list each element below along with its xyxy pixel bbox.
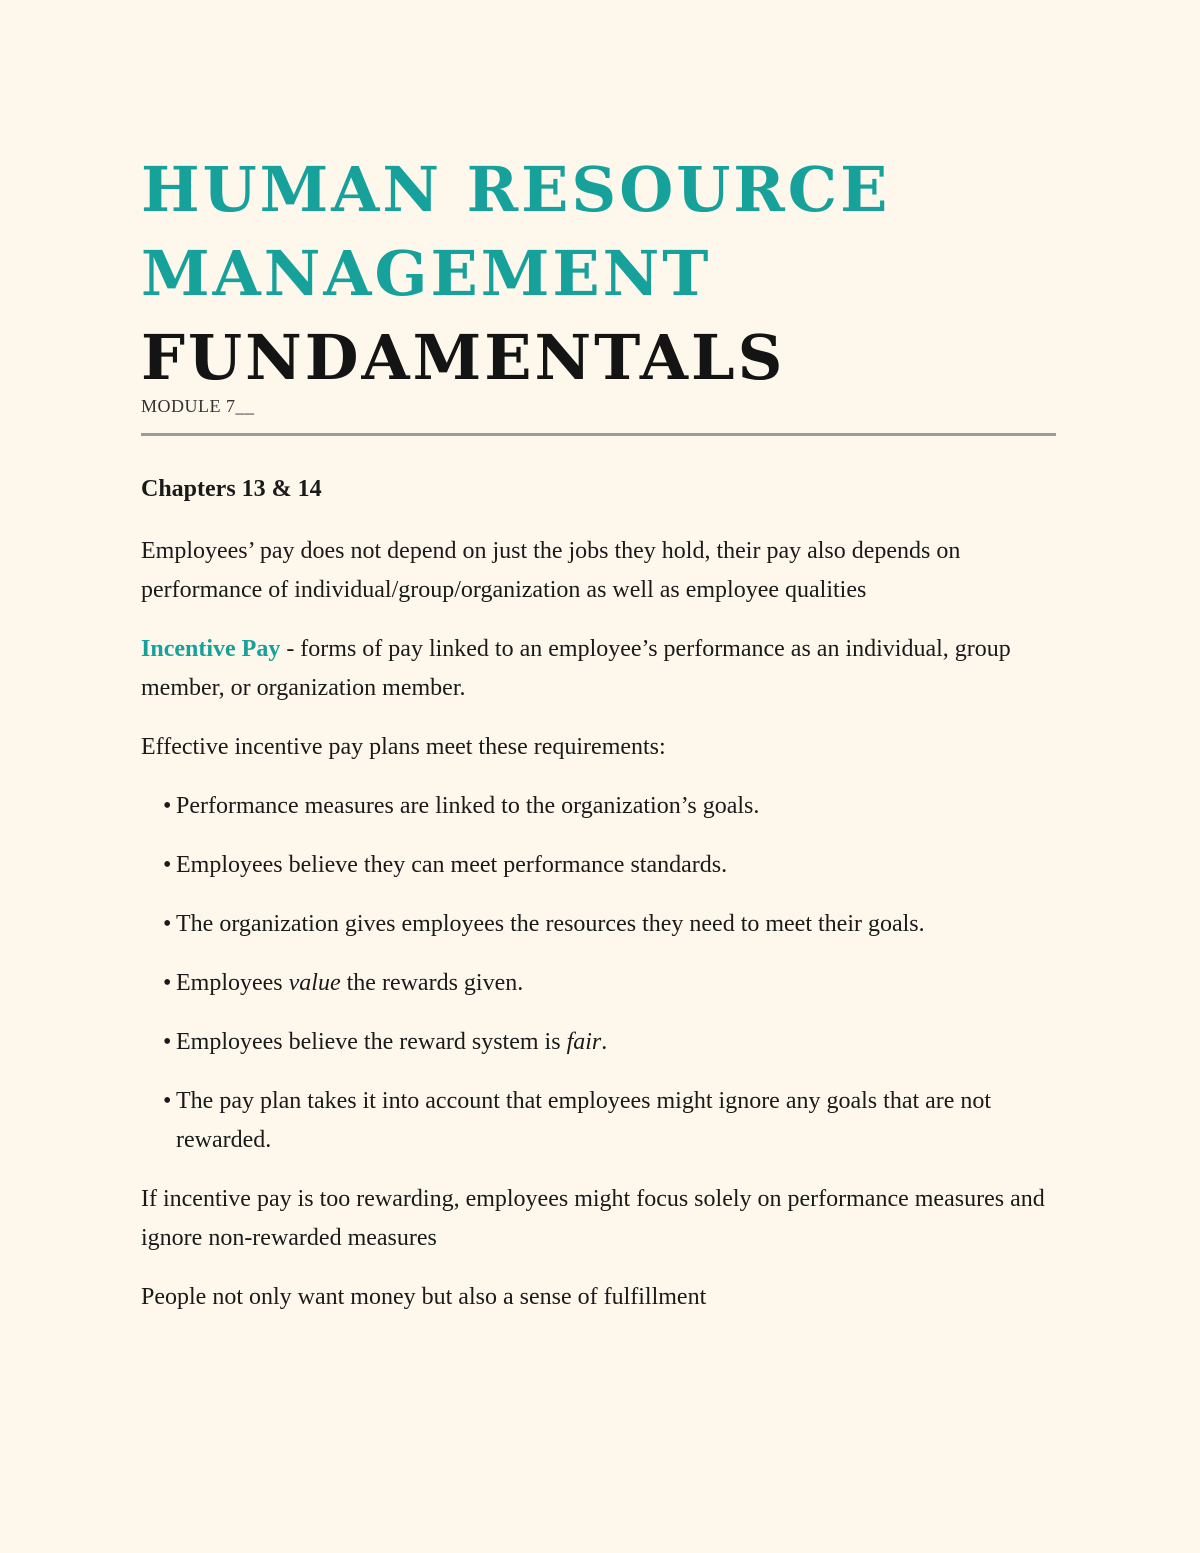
bullet-glyph: • [163,970,172,996]
list-item [141,905,1056,944]
requirements-list [141,787,1056,1160]
requirement-text-pre: Employees believe the reward system is [176,1029,567,1055]
requirement-text: Employees believe they can meet performance standards. [176,852,728,878]
title-line-3: FUNDAMENTALS [141,321,786,394]
horizontal-divider [141,433,1056,436]
requirement-text: Performance measures are linked to the organization’s goals. [176,793,760,819]
warning-paragraph: If incentive pay is too rewarding, employees might focus solely on performance measures and ignore non-rewarded measures [141,1186,1045,1251]
bullet-glyph: • [163,911,172,937]
requirement-text-pre: Employees [176,970,289,996]
list-item [141,787,1056,826]
title-line-1: HUMAN RESOURCE [141,153,891,226]
bullet-glyph: • [163,852,172,878]
requirement-text: The pay plan takes it into account that employees might ignore any goals that are not rewarded. [176,1088,992,1153]
title-line-2: MANAGEMENT [141,237,712,310]
incentive-pay-paragraph [141,630,1056,708]
intro-paragraph: Employees’ pay does not depend on just the jobs they hold, their pay also depends on performance of individual/group/organization as well as employee qualities [141,538,961,603]
list-item [141,1023,1056,1062]
list-item [141,846,1056,885]
requirement-emphasis: fair [566,1029,602,1055]
requirement-text-post: the rewards given. [340,970,524,996]
requirement-text: The organization gives employees the resources they need to meet their goals. [176,911,925,937]
incentive-pay-definition: - forms of pay linked to an employee’s performance as an individual, group member, or organization member. [141,636,1011,701]
list-item [141,964,1056,1003]
bullet-glyph: • [163,1029,172,1055]
requirement-text-post: . [601,1029,608,1055]
document-content [141,148,1056,1317]
requirements-intro: Effective incentive pay plans meet these requirements: [141,734,666,760]
module-label: MODULE 7__ [141,396,255,416]
incentive-pay-term: Incentive Pay [141,636,281,662]
requirement-emphasis: value [288,970,341,996]
closing-paragraph: People not only want money but also a sense of fulfillment [141,1284,707,1310]
bullet-glyph: • [163,1088,172,1114]
list-item [141,1082,1056,1160]
chapters-heading: Chapters 13 & 14 [141,476,322,502]
bullet-glyph: • [163,793,172,819]
